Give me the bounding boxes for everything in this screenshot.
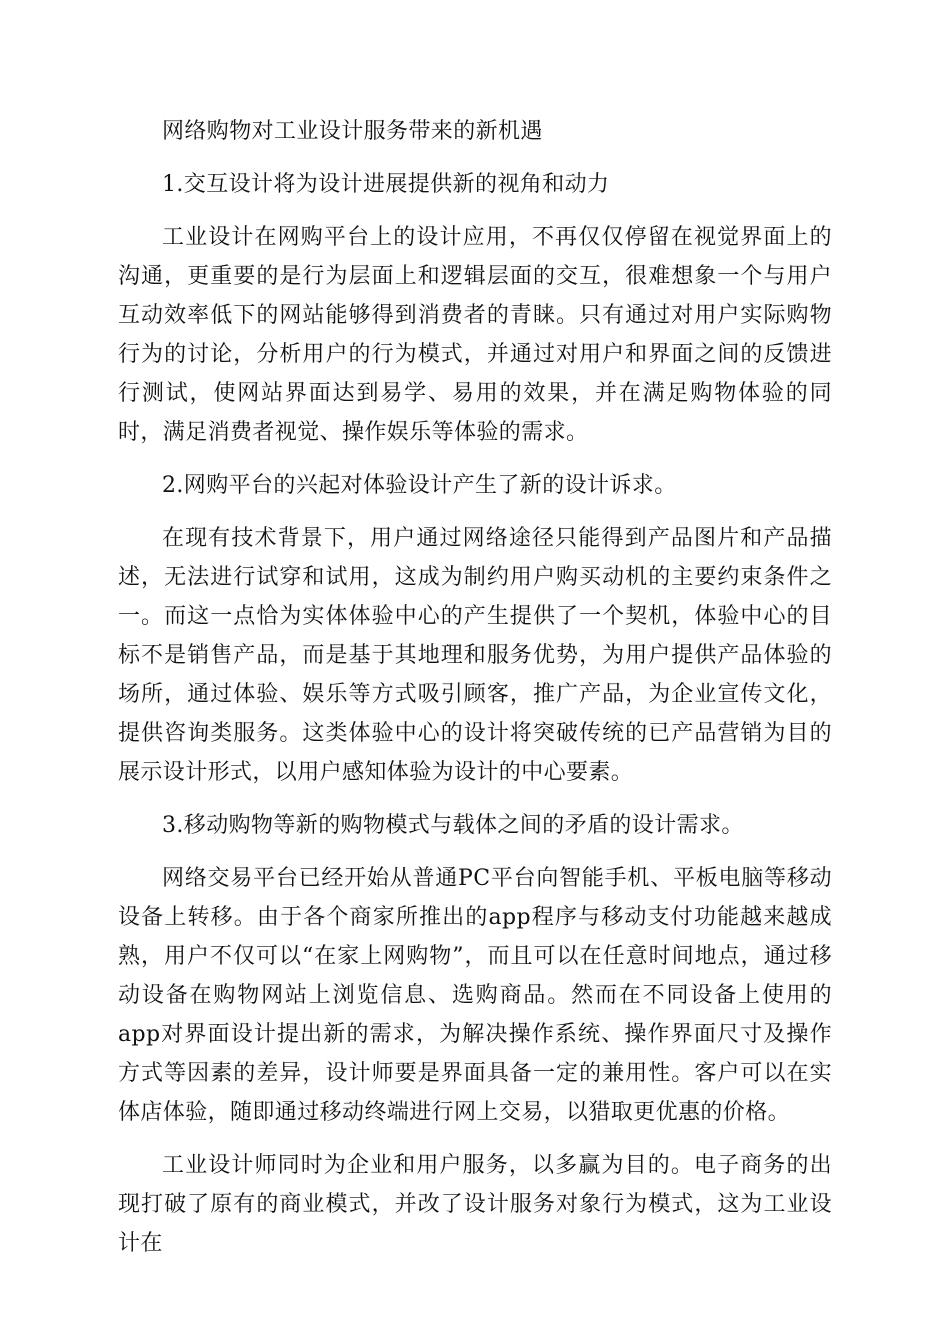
section-heading-3: 3.移动购物等新的购物模式与载体之间的矛盾的设计需求。 [162,813,744,838]
document-body [118,112,832,1277]
section-paragraph-2: 在现有技术背景下，用户通过网络途径只能得到产品图片和产品描述，无法进行试穿和试用，这成为制约用户购买动机的主要约束条件之一。而这一点恰为实体体验中心的产生提供了一个契机，体验中心的目标不是销售产品，而是基于其地理和服务优势，为用户提供产品体验的场所，通过体验、娱乐等方式吸引顾客，推广产品，为企业宣传文化，提供咨询类服务。这类体验中心的设计将突破传统的已产品营销为目的展示设计形式，以用户感知体验为设计的中心要素。 [118,526,832,785]
section-heading-1: 1.交互设计将为设计进展提供新的视角和动力 [162,172,610,197]
section-heading-2: 2.网购平台的兴起对体验设计产生了新的设计诉求。 [162,473,677,498]
section-paragraph-1: 工业设计在网购平台上的设计应用，不再仅仅停留在视觉界面上的沟通，更重要的是行为层面上和逻辑层面的交互，很难想象一个与用户互动效率低下的网站能够得到消费者的青睐。只有通过对用户实际购物行为的讨论，分析用户的行为模式，并通过对用户和界面之间的反馈进行测试，使网站界面达到易学、易用的效果，并在满足购物体验的同时，满足消费者视觉、操作娱乐等体验的需求。 [118,225,832,445]
closing-paragraph: 工业设计师同时为企业和用户服务，以多赢为目的。电子商务的出现打破了原有的商业模式，并改了设计服务对象行为模式，这为工业设计在 [118,1153,832,1256]
document-title: 网络购物对工业设计服务带来的新机遇 [162,119,543,144]
section-paragraph-3: 网络交易平台已经开始从普通PC平台向智能手机、平板电脑等移动设备上转移。由于各个商家所推出的app程序与移动支付功能越来越成熟，用户不仅可以“在家上网购物”，而且可以在任意时间地点，通过移动设备在购物网站上浏览信息、选购商品。然而在不同设备上使用的app对界面设计提出新的需求，为解决操作系统、操作界面尺寸及操作方式等因素的差异，设计师要是界面具备一定的兼用性。客户可以在实体店体验，随即通过移动终端进行网上交易，以猎取更优惠的价格。 [118,866,832,1125]
